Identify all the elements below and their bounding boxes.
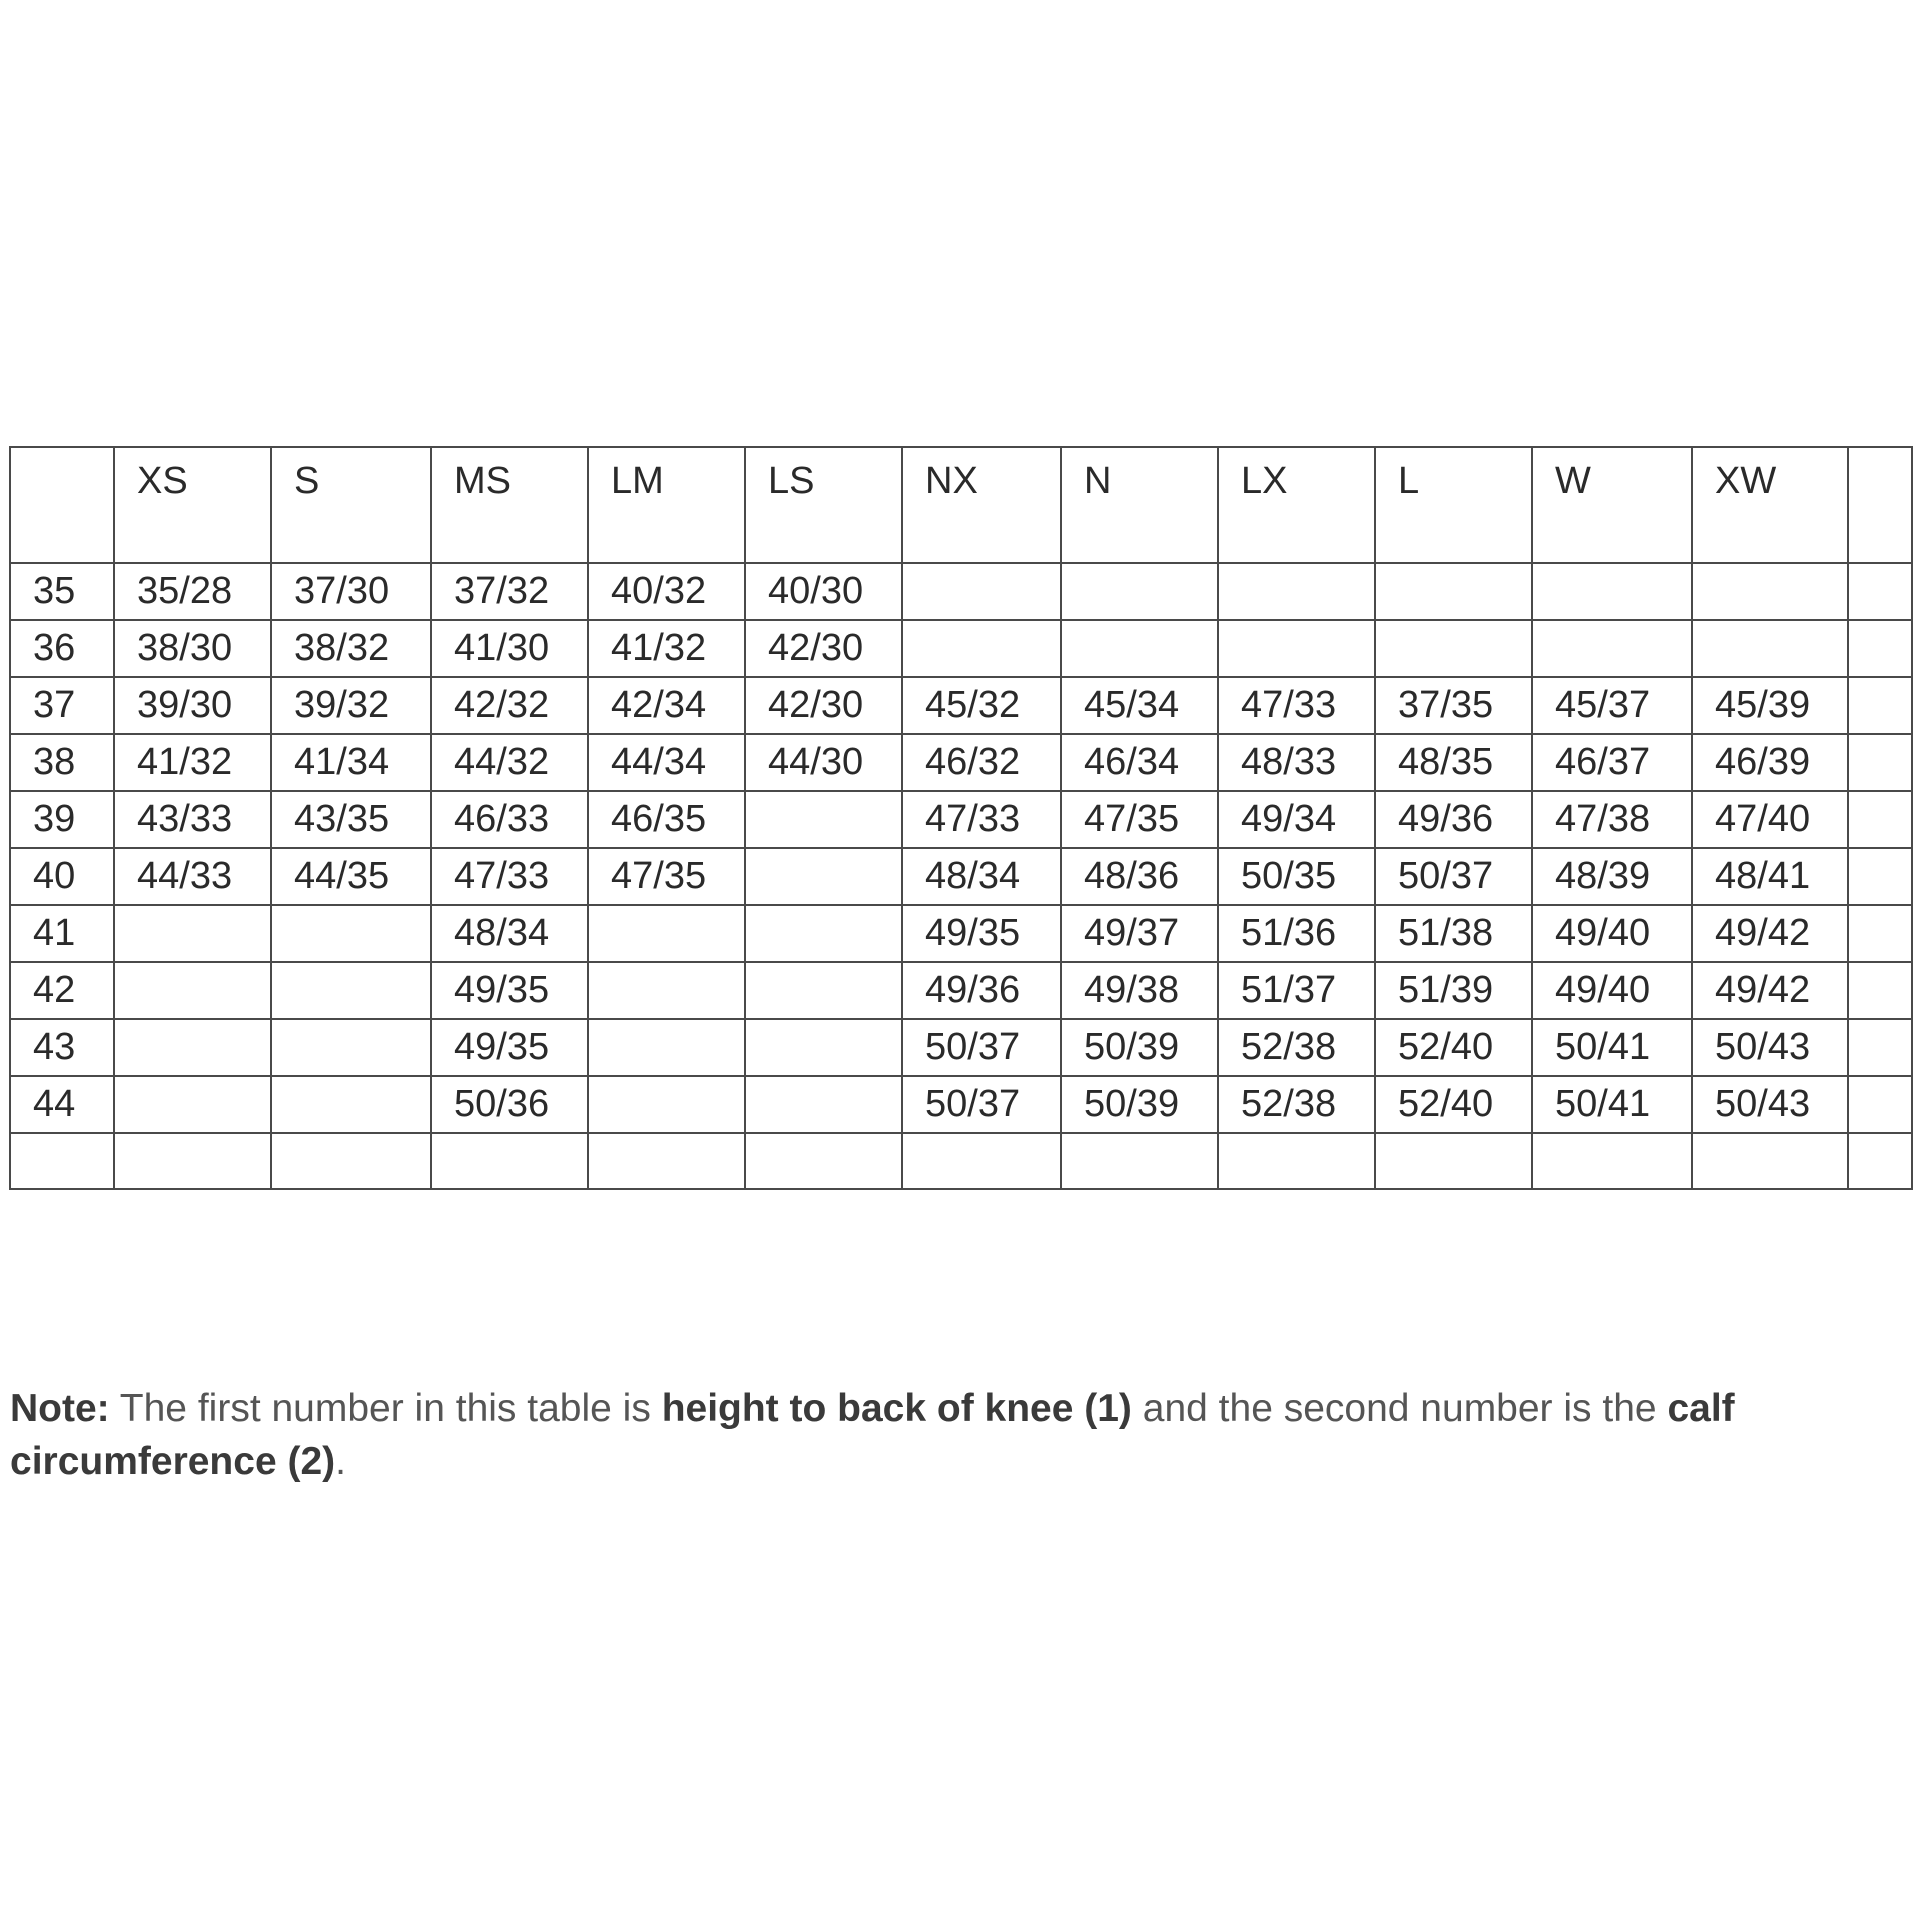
table-cell: 50/43 — [1692, 1076, 1848, 1133]
table-cell — [1061, 1133, 1218, 1189]
table-cell — [1848, 734, 1912, 791]
column-header: N — [1061, 447, 1218, 563]
table-cell: 41/32 — [588, 620, 745, 677]
table-cell: 51/39 — [1375, 962, 1532, 1019]
table-cell — [114, 905, 271, 962]
table-cell: 49/35 — [431, 962, 588, 1019]
note-text-2: and the second number is the — [1131, 1387, 1668, 1430]
table-cell: 44/34 — [588, 734, 745, 791]
table-cell: 37/35 — [1375, 677, 1532, 734]
table-cell: 44/33 — [114, 848, 271, 905]
table-cell: 39/32 — [271, 677, 431, 734]
table-cell: 49/40 — [1532, 905, 1692, 962]
column-header — [10, 447, 114, 563]
table-row — [10, 1076, 1912, 1133]
table-cell: 41/32 — [114, 734, 271, 791]
row-header-cell: 37 — [10, 677, 114, 734]
table-cell — [902, 1133, 1061, 1189]
table-cell — [1375, 620, 1532, 677]
note-text-1: The first number in this table is — [109, 1387, 662, 1430]
table-cell: 51/38 — [1375, 905, 1532, 962]
table-cell — [1848, 1133, 1912, 1189]
table-cell — [1532, 563, 1692, 620]
table-cell: 45/34 — [1061, 677, 1218, 734]
table-cell: 45/32 — [902, 677, 1061, 734]
table-cell — [1848, 1076, 1912, 1133]
table-cell: 48/34 — [902, 848, 1061, 905]
table-cell — [588, 1019, 745, 1076]
table-cell — [271, 1076, 431, 1133]
row-header-cell: 42 — [10, 962, 114, 1019]
row-header-cell: 36 — [10, 620, 114, 677]
row-header-cell: 40 — [10, 848, 114, 905]
table-cell: 50/37 — [902, 1019, 1061, 1076]
table-cell: 48/39 — [1532, 848, 1692, 905]
table-cell — [745, 848, 902, 905]
table-cell: 37/30 — [271, 563, 431, 620]
table-cell — [271, 1133, 431, 1189]
table-cell — [1375, 563, 1532, 620]
table-header-row — [10, 447, 1912, 563]
table-row — [10, 962, 1912, 1019]
table-cell: 51/37 — [1218, 962, 1375, 1019]
table-cell: 50/43 — [1692, 1019, 1848, 1076]
table-cell: 50/35 — [1218, 848, 1375, 905]
table-row — [10, 848, 1912, 905]
table-cell — [1218, 563, 1375, 620]
table-cell: 48/36 — [1061, 848, 1218, 905]
table-cell: 48/33 — [1218, 734, 1375, 791]
table-cell: 49/35 — [431, 1019, 588, 1076]
table-cell: 39/30 — [114, 677, 271, 734]
table-cell: 49/36 — [1375, 791, 1532, 848]
note-text-3: . — [335, 1440, 346, 1483]
table-cell — [1218, 1133, 1375, 1189]
column-header: LM — [588, 447, 745, 563]
table-cell: 49/36 — [902, 962, 1061, 1019]
table-cell — [588, 1133, 745, 1189]
table-cell — [114, 1133, 271, 1189]
table-cell: 46/34 — [1061, 734, 1218, 791]
table-cell — [588, 1076, 745, 1133]
table-cell — [745, 791, 902, 848]
table-cell — [1848, 620, 1912, 677]
table-cell: 46/33 — [431, 791, 588, 848]
table-cell: 47/35 — [1061, 791, 1218, 848]
column-header: NX — [902, 447, 1061, 563]
table-cell — [114, 1019, 271, 1076]
table-row — [10, 905, 1912, 962]
row-header-cell: 44 — [10, 1076, 114, 1133]
column-header: S — [271, 447, 431, 563]
table-cell: 50/36 — [431, 1076, 588, 1133]
table-cell: 49/40 — [1532, 962, 1692, 1019]
table-cell: 44/32 — [431, 734, 588, 791]
table-cell: 50/39 — [1061, 1019, 1218, 1076]
table-row — [10, 563, 1912, 620]
table-cell: 50/39 — [1061, 1076, 1218, 1133]
table-cell: 47/40 — [1692, 791, 1848, 848]
table-cell: 38/32 — [271, 620, 431, 677]
table-cell: 52/38 — [1218, 1019, 1375, 1076]
table-cell: 49/37 — [1061, 905, 1218, 962]
table-cell: 37/32 — [431, 563, 588, 620]
note-bold-calf: calf circumference (2) — [10, 1387, 1735, 1483]
table-cell: 40/32 — [588, 563, 745, 620]
table-cell: 41/34 — [271, 734, 431, 791]
table-row — [10, 620, 1912, 677]
column-header — [1848, 447, 1912, 563]
column-header: L — [1375, 447, 1532, 563]
table-cell — [902, 620, 1061, 677]
table-cell: 45/39 — [1692, 677, 1848, 734]
table-cell: 47/38 — [1532, 791, 1692, 848]
table-cell: 49/42 — [1692, 962, 1848, 1019]
table-cell: 38/30 — [114, 620, 271, 677]
table-cell — [114, 1076, 271, 1133]
table-row — [10, 1019, 1912, 1076]
note-paragraph — [10, 1382, 1910, 1488]
table-cell — [745, 1076, 902, 1133]
table-cell — [588, 905, 745, 962]
row-header-cell — [10, 1133, 114, 1189]
row-header-cell: 41 — [10, 905, 114, 962]
table-cell: 40/30 — [745, 563, 902, 620]
table-cell: 46/37 — [1532, 734, 1692, 791]
table-cell — [1848, 905, 1912, 962]
table-cell — [1692, 563, 1848, 620]
table-cell — [1061, 563, 1218, 620]
table-cell — [1848, 848, 1912, 905]
table-cell — [1375, 1133, 1532, 1189]
row-header-cell: 43 — [10, 1019, 114, 1076]
table-cell: 50/37 — [902, 1076, 1061, 1133]
table-cell: 47/33 — [902, 791, 1061, 848]
table-cell — [1848, 677, 1912, 734]
table-cell — [1061, 620, 1218, 677]
table-cell — [588, 962, 745, 1019]
table-cell: 48/34 — [431, 905, 588, 962]
table-cell — [1692, 620, 1848, 677]
table-cell — [1532, 620, 1692, 677]
table-cell: 44/35 — [271, 848, 431, 905]
table-cell: 49/35 — [902, 905, 1061, 962]
table-cell — [745, 962, 902, 1019]
table-cell: 52/38 — [1218, 1076, 1375, 1133]
column-header: XS — [114, 447, 271, 563]
table-cell: 35/28 — [114, 563, 271, 620]
table-cell — [431, 1133, 588, 1189]
table-cell: 46/39 — [1692, 734, 1848, 791]
table-cell — [114, 962, 271, 1019]
size-chart-table — [9, 446, 1913, 1190]
table-cell: 42/32 — [431, 677, 588, 734]
table-cell: 50/37 — [1375, 848, 1532, 905]
table-cell: 47/35 — [588, 848, 745, 905]
column-header: LX — [1218, 447, 1375, 563]
table-cell — [271, 1019, 431, 1076]
table-cell: 42/34 — [588, 677, 745, 734]
note-label: Note: — [10, 1387, 110, 1430]
table-cell: 45/37 — [1532, 677, 1692, 734]
note-bold-height: height to back of knee (1) — [661, 1387, 1132, 1430]
table-cell — [1532, 1133, 1692, 1189]
table-cell: 42/30 — [745, 677, 902, 734]
table-cell: 43/33 — [114, 791, 271, 848]
table-cell — [1218, 620, 1375, 677]
table-cell — [745, 905, 902, 962]
table-cell: 51/36 — [1218, 905, 1375, 962]
table-cell: 47/33 — [1218, 677, 1375, 734]
table-cell: 47/33 — [431, 848, 588, 905]
column-header: MS — [431, 447, 588, 563]
table-cell — [1848, 1019, 1912, 1076]
table-cell: 50/41 — [1532, 1076, 1692, 1133]
table-cell — [745, 1133, 902, 1189]
table-cell: 49/34 — [1218, 791, 1375, 848]
table-cell — [271, 962, 431, 1019]
table-row — [10, 791, 1912, 848]
row-header-cell: 39 — [10, 791, 114, 848]
column-header: W — [1532, 447, 1692, 563]
table-cell: 48/35 — [1375, 734, 1532, 791]
table-cell — [1848, 563, 1912, 620]
table-cell: 50/41 — [1532, 1019, 1692, 1076]
table-cell: 46/32 — [902, 734, 1061, 791]
column-header: XW — [1692, 447, 1848, 563]
table-row — [10, 734, 1912, 791]
table-cell: 52/40 — [1375, 1076, 1532, 1133]
table-cell — [1692, 1133, 1848, 1189]
table-cell: 52/40 — [1375, 1019, 1532, 1076]
row-header-cell: 35 — [10, 563, 114, 620]
table-cell: 48/41 — [1692, 848, 1848, 905]
table-row — [10, 677, 1912, 734]
table-cell — [1848, 962, 1912, 1019]
table-cell: 43/35 — [271, 791, 431, 848]
table-cell: 46/35 — [588, 791, 745, 848]
table-cell: 44/30 — [745, 734, 902, 791]
table-cell: 49/38 — [1061, 962, 1218, 1019]
table-cell: 42/30 — [745, 620, 902, 677]
table-cell — [902, 563, 1061, 620]
table-cell — [745, 1019, 902, 1076]
column-header: LS — [745, 447, 902, 563]
row-header-cell: 38 — [10, 734, 114, 791]
table-cell: 49/42 — [1692, 905, 1848, 962]
table-cell: 41/30 — [431, 620, 588, 677]
table-cell — [271, 905, 431, 962]
table-row — [10, 1133, 1912, 1189]
table-cell — [1848, 791, 1912, 848]
